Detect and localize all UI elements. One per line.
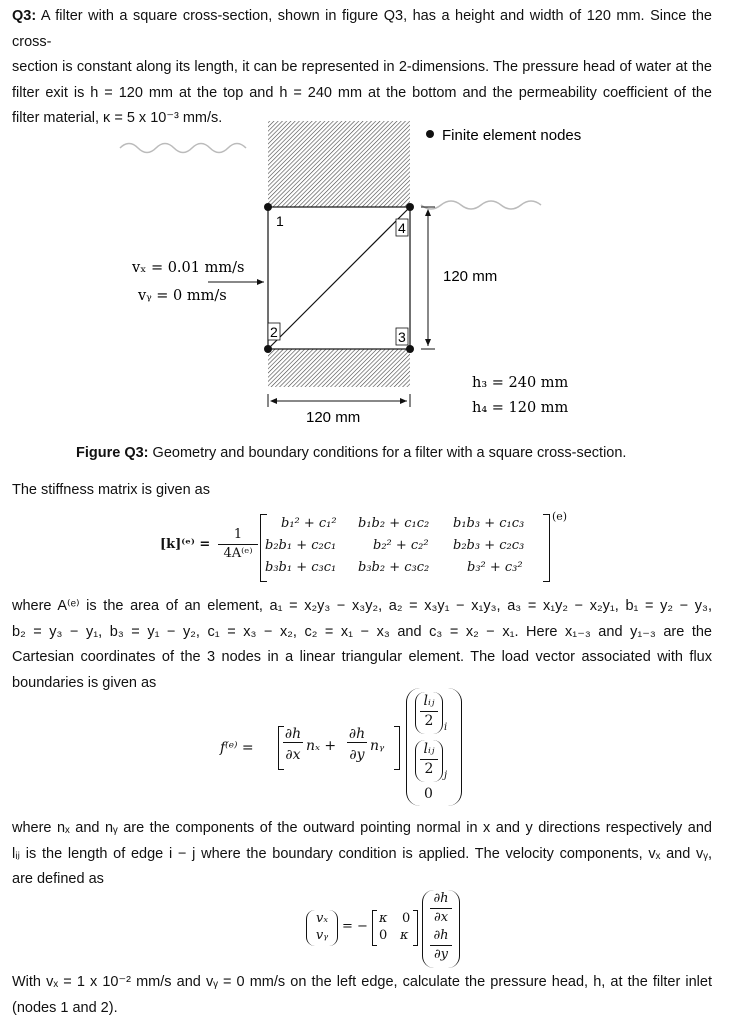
- v-matrix: [372, 910, 418, 946]
- v-dh-1: ∂h: [430, 890, 452, 909]
- k-m33: b₃² + c₃²: [467, 560, 523, 575]
- v-dh-2: ∂h: [430, 927, 452, 946]
- legend-dot: [426, 130, 434, 138]
- intro-line-1: Q3: A filter with a square cross-section, shown in figure Q3, has a height and width of 120 mm. Since the cross-: [12, 8, 712, 50]
- k-frac-den: 4A⁽ᵉ⁾: [223, 546, 253, 561]
- f-vec-lij-1: lᵢⱼ: [420, 692, 438, 712]
- h4-label: h₄ = 120 mm: [472, 400, 569, 416]
- k-superscript: (e): [552, 510, 568, 523]
- intro-line-3: filter exit is h = 120 mm at the top and h = 240 mm at the bottom and the permeability coefficient of the: [12, 84, 712, 101]
- k-frac-num: 1: [218, 526, 258, 545]
- k-m22: b₂² + c₂²: [373, 538, 429, 553]
- f-lhs: f⁽ᵉ⁾ =: [220, 740, 254, 756]
- node-label-4: 4: [398, 220, 406, 236]
- caption-text: Geometry and boundary conditions for a filter with a square cross-section.: [152, 445, 627, 461]
- vy-label: vᵧ = 0 mm/s: [138, 288, 227, 304]
- v-eq: = −: [342, 919, 368, 934]
- width-label: 120 mm: [306, 409, 361, 426]
- node-label-2: 2: [270, 324, 278, 340]
- load-vector-equation: [220, 688, 520, 808]
- f-vec-zero: 0: [424, 786, 433, 802]
- velocity-equation: [306, 890, 486, 970]
- k-fraction: [218, 526, 258, 563]
- figure-q3: [0, 0, 735, 440]
- v-vy: vᵧ: [315, 928, 329, 943]
- v-m22: κ: [400, 928, 409, 943]
- f-vec-lij-2: lᵢⱼ: [420, 740, 438, 760]
- final-paragraph: [12, 970, 712, 1021]
- node-dot-4: [406, 203, 414, 211]
- node-dot-2: [264, 345, 272, 353]
- bottom-hatch-block: [268, 349, 410, 387]
- node-dot-1: [264, 203, 272, 211]
- element-diagonal: [268, 207, 410, 349]
- water-wave-left: [120, 144, 246, 153]
- k-m12: b₁b₂ + c₁c₂: [358, 516, 430, 531]
- figure-caption: [76, 445, 626, 461]
- k-m23: b₂b₃ + c₂c₃: [453, 538, 525, 553]
- intro-line-2: section is constant along its length, it can be represented in 2-dimensions. The pressure head of water at the: [12, 59, 712, 75]
- final-line-1: With vₓ = 1 x 10⁻² mm/s and vᵧ = 0 mm/s on the left edge, calculate the pressure head, h, at the filter inlet: [12, 974, 712, 990]
- normal-line-3: are defined as: [12, 871, 104, 887]
- where-line-3: Cartesian coordinates of the 3 nodes in a linear triangular element. The load vector associated with flux: [12, 649, 712, 665]
- f-vec-entry-2: [415, 740, 443, 782]
- normal-line-2: lᵢⱼ is the length of edge i − j where the boundary condition is applied. The velocity components, vₓ and vᵧ,: [12, 845, 712, 862]
- vx-label: vₓ = 0.01 mm/s: [132, 260, 245, 276]
- f-dh-y: ∂h: [348, 726, 366, 742]
- question-label: Q3:: [12, 8, 37, 24]
- v-vx: vₓ: [316, 911, 328, 926]
- v-m11: κ: [379, 911, 388, 926]
- f-nx: nₓ +: [306, 738, 337, 754]
- f-dy: ∂y: [349, 747, 365, 763]
- where-line-1: where A⁽ᵉ⁾ is the area of an element, a₁ = x₂y₃ − x₃y₂, a₂ = x₃y₁ − x₁y₃, a₃ = x₁y₂ − x₂y₁, b₁ = y₂ − y₃,: [12, 598, 712, 614]
- node-label-3: 3: [398, 329, 406, 345]
- v-dy: ∂y: [433, 947, 449, 962]
- height-label: 120 mm: [443, 268, 498, 285]
- f-sub-j: j: [444, 770, 448, 781]
- legend-label: Finite element nodes: [442, 127, 582, 144]
- v-m12: 0: [402, 911, 411, 926]
- f-dh-x: ∂h: [284, 726, 302, 742]
- f-bracket: [278, 726, 400, 770]
- v-dx: ∂x: [433, 910, 449, 925]
- k-m31: b₃b₁ + c₃c₁: [265, 560, 337, 575]
- f-vector: [406, 688, 462, 806]
- k-lhs: [k]⁽ᵉ⁾ =: [160, 537, 211, 552]
- top-hatch-block: [268, 121, 410, 207]
- v-m21: 0: [379, 928, 388, 943]
- f-dx: ∂x: [285, 747, 301, 763]
- stiffness-equation: [160, 510, 580, 582]
- v-vector: [306, 910, 338, 946]
- caption-label: Figure Q3:: [76, 445, 149, 461]
- f-vec-den-1: 2: [424, 713, 434, 729]
- k-matrix: [260, 514, 550, 582]
- node-dot-3: [406, 345, 414, 353]
- k-m21: b₂b₁ + c₂c₁: [265, 538, 337, 553]
- where-line-2: b₂ = y₃ − y₁, b₃ = y₁ − y₂, c₁ = x₃ − x₂, c₂ = x₁ − x₃ and c₃ = x₂ − x₁. Here x₁₋₃ and y₁₋₃ are the: [12, 623, 712, 640]
- v-gradient: [422, 890, 460, 968]
- k-m11: b₁² + c₁²: [281, 516, 337, 531]
- f-vec-entry-1: [415, 692, 443, 734]
- h3-label: h₃ = 240 mm: [472, 375, 569, 391]
- intro-line-4: filter material, κ = 5 x 10⁻³ mm/s.: [12, 110, 223, 126]
- f-ny: nᵧ: [370, 738, 385, 754]
- normal-line-1: where nₓ and nᵧ are the components of the outward pointing normal in x and y directions respectively and: [12, 820, 712, 836]
- f-sub-i: i: [444, 722, 448, 733]
- k-m13: b₁b₃ + c₁c₃: [453, 516, 525, 531]
- normal-paragraph: [12, 816, 712, 893]
- node-label-1: 1: [276, 213, 284, 229]
- water-wave-right: [421, 201, 541, 209]
- stiffness-intro: The stiffness matrix is given as: [12, 482, 210, 498]
- k-m32: b₃b₂ + c₃c₂: [358, 560, 430, 575]
- where-line-4: boundaries is given as: [12, 674, 157, 691]
- where-paragraph: [12, 594, 712, 696]
- f-vec-den-2: 2: [424, 761, 434, 777]
- final-line-2: (nodes 1 and 2).: [12, 999, 118, 1016]
